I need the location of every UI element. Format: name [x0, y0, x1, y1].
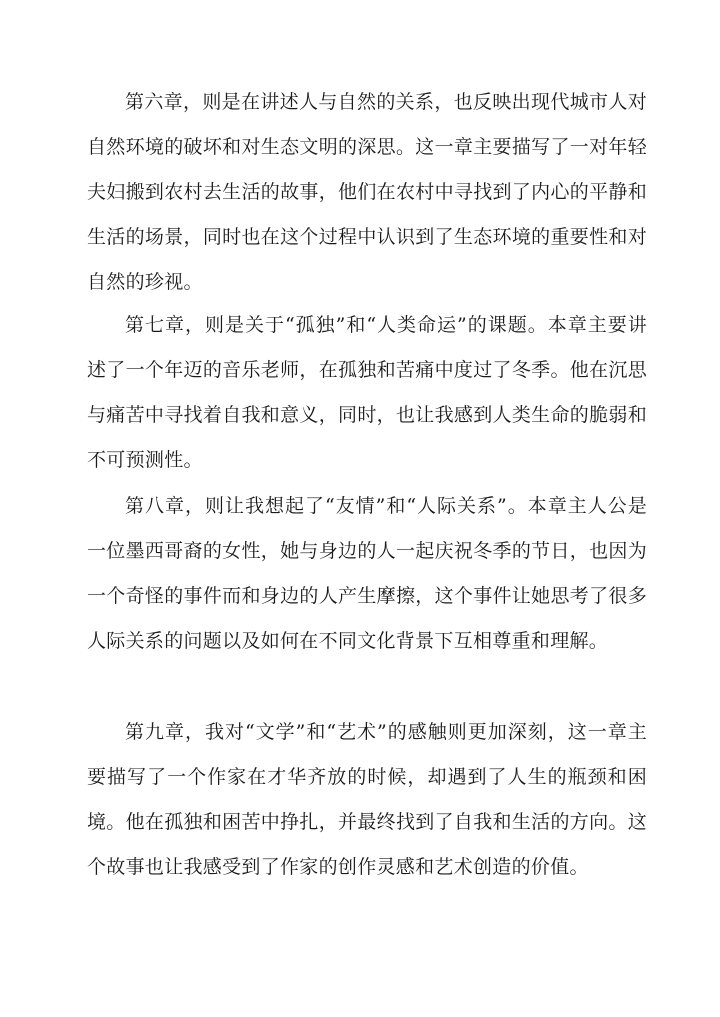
paragraph-chapter-seven: 第七章，则是关于“孤独”和“人类命运”的课题。本章主要讲述了一个年迈的音乐老师，在孤独和苦痛中度过了冬季。他在沉思与痛苦中寻找着自我和意义，同时，也让我感到人类生命的脆弱和不可预测性。 [87, 314, 647, 471]
paragraph-chapter-nine: 第九章，我对“文学”和“艺术”的感触则更加深刻，这一章主要描写了一个作家在才华齐放的时候，却遇到了人生的瓶颈和困境。他在孤独和困苦中挣扎，并最终找到了自我和生活的方向。这个故事也让我感受到了作家的创作灵感和艺术创造的价值。 [87, 721, 647, 878]
paragraph-chapter-six: 第六章，则是在讲述人与自然的关系，也反映出现代城市人对自然环境的破坏和对生态文明的深思。这一章主要描写了一对年轻夫妇搬到农村去生活的故事，他们在农村中寻找到了内心的平静和生活的场景，同时也在这个过程中认识到了生态环境的重要性和对自然的珍视。 [87, 91, 647, 293]
paragraph-chapter-eight: 第八章，则让我想起了“友情”和“人际关系”。本章主人公是一位墨西哥裔的女性，她与身边的人一起庆祝冬季的节日，也因为一个奇怪的事件而和身边的人产生摩擦，这个事件让她思考了很多人际关系的问题以及如何在不同文化背景下互相尊重和理解。 [87, 495, 647, 652]
